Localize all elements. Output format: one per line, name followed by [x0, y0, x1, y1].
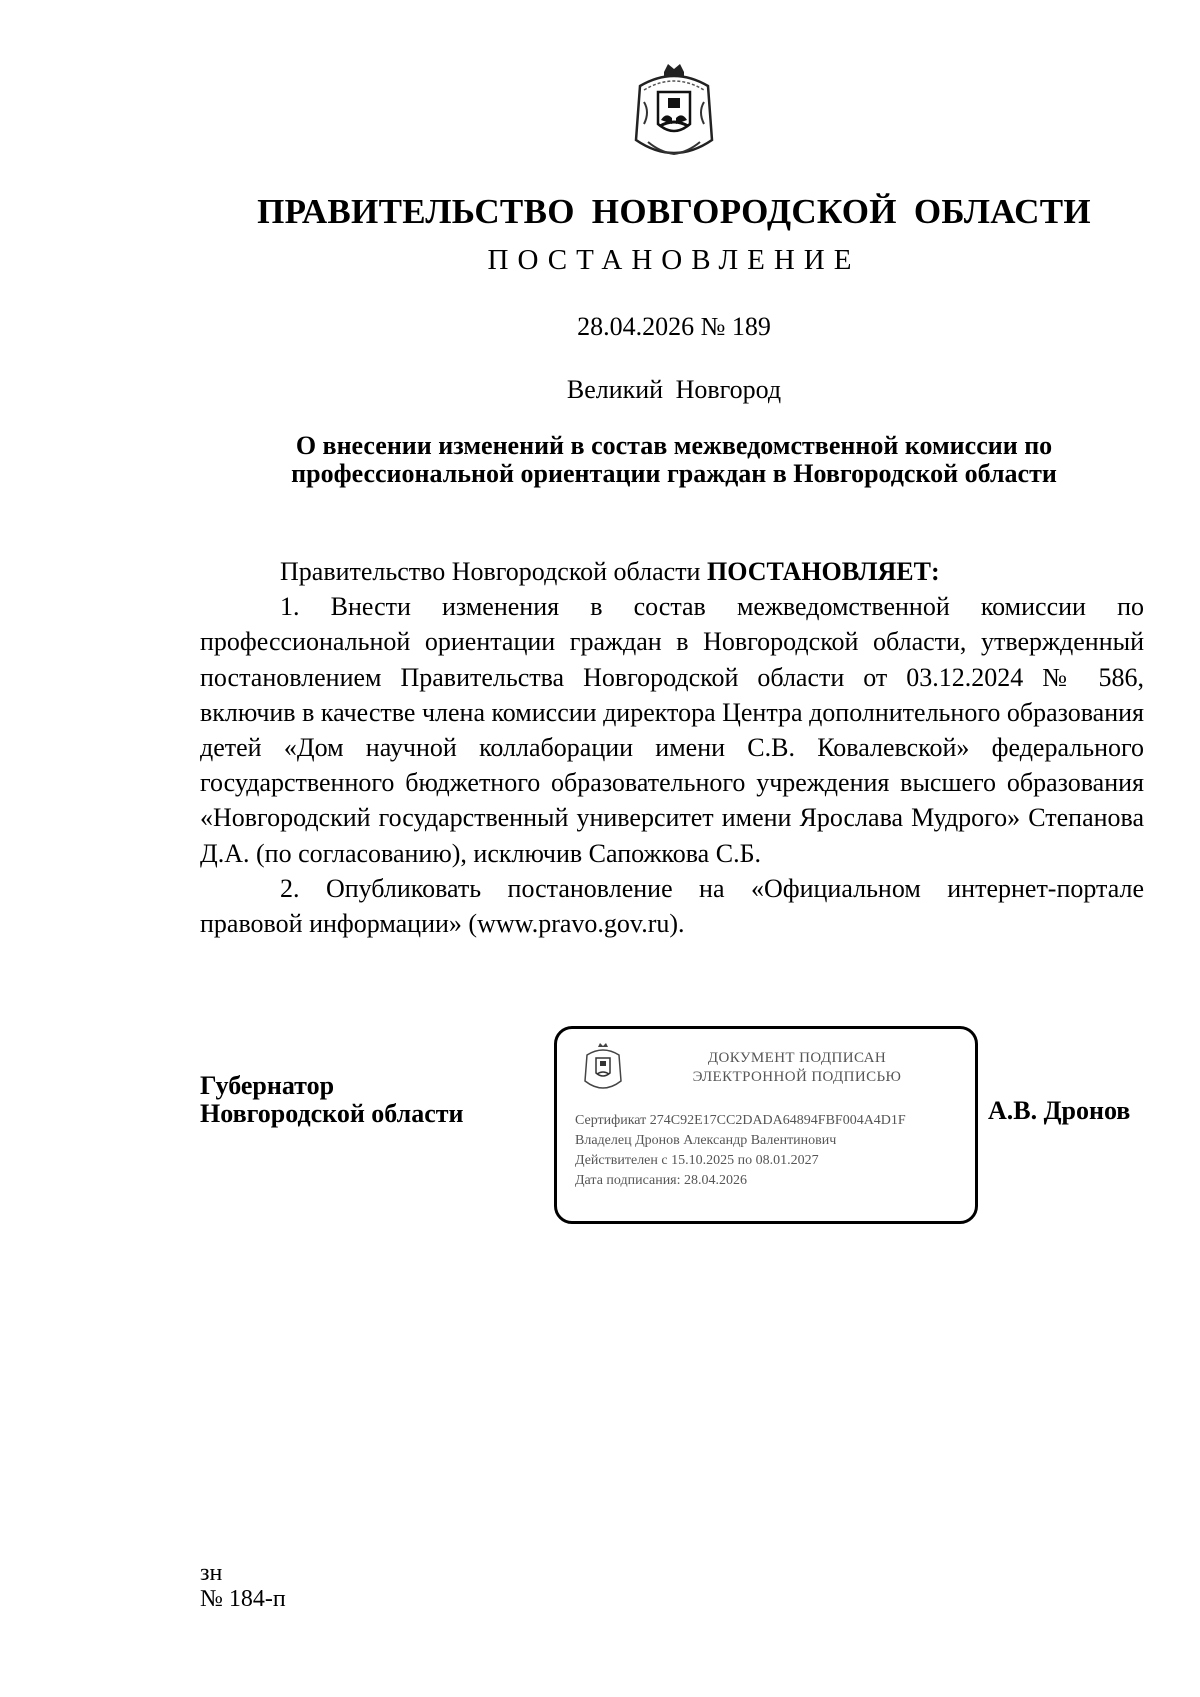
document-body — [200, 554, 1144, 941]
document-date-number: 28.04.2026 № 189 — [577, 312, 771, 341]
government-title: ПРАВИТЕЛЬСТВО НОВГОРОДСКОЙ ОБЛАСТИ — [257, 192, 1091, 231]
item-2-paragraph: 2. Опубликовать постановление на «Официальном интернет-портале правовой информации» (www.pravo.gov.ru). — [200, 873, 1144, 939]
stamp-title-line2: ЭЛЕКТРОННОЙ ПОДПИСЬЮ — [692, 1069, 902, 1085]
coat-of-arms-icon — [630, 62, 718, 164]
stamp-owner: Владелец Дронов Александр Валентинович — [575, 1133, 837, 1148]
document-type: ПОСТАНОВЛЕНИЕ — [487, 244, 861, 276]
signer-position — [200, 1072, 464, 1128]
intro-decree-word: ПОСТАНОВЛЯЕТ: — [706, 557, 940, 586]
footer-initials: зн — [200, 1560, 223, 1586]
intro-paragraph — [200, 554, 1144, 589]
signer-position-line2: Новгородской области — [200, 1099, 464, 1128]
stamp-signed-date: Дата подписания: 28.04.2026 — [575, 1173, 748, 1188]
intro-text: Правительство Новгородской области — [280, 557, 701, 586]
item-1-paragraph: 1. Внести изменения в состав межведомственной комиссии по профессиональной ориентации граждан в Новгородской области, утвержденный постановлением Правительства Новгородской области от 03.12.2024 № 586, включив в качестве члена комиссии директора Центра дополнительного образования детей «Дом научной коллаборации имени С.В. Ковалевской» федерального государственного бюджетного образовательного учреждения высшего образования «Новгородский государственный университет имени Ярослава Мудрого» Степанова Д.А. (по согласованию), исключив Сапожкова С.Б. — [200, 592, 1144, 868]
signer-position-line1: Губернатор — [200, 1071, 335, 1100]
stamp-title-line1: ДОКУМЕНТ ПОДПИСАН — [707, 1050, 887, 1066]
stamp-validity: Действителен с 15.10.2025 по 08.01.2027 — [575, 1153, 819, 1168]
stamp-details — [575, 1111, 975, 1191]
document-subject: О внесении изменений в состав межведомственной комиссии по профессиональной ориентации граждан в Новгородской области — [291, 431, 1057, 488]
signer-name: А.В. Дронов — [988, 1096, 1131, 1125]
electronic-signature-stamp — [554, 1026, 978, 1224]
footer-ref-number: № 184-п — [200, 1586, 286, 1612]
stamp-coat-of-arms-icon — [583, 1043, 623, 1093]
document-footer — [200, 1560, 286, 1612]
stamp-title — [647, 1049, 947, 1087]
stamp-certificate: Сертификат 274C92E17CC2DADA64894FBF004A4D1F — [575, 1113, 906, 1128]
document-city: Великий Новгород — [566, 375, 782, 404]
